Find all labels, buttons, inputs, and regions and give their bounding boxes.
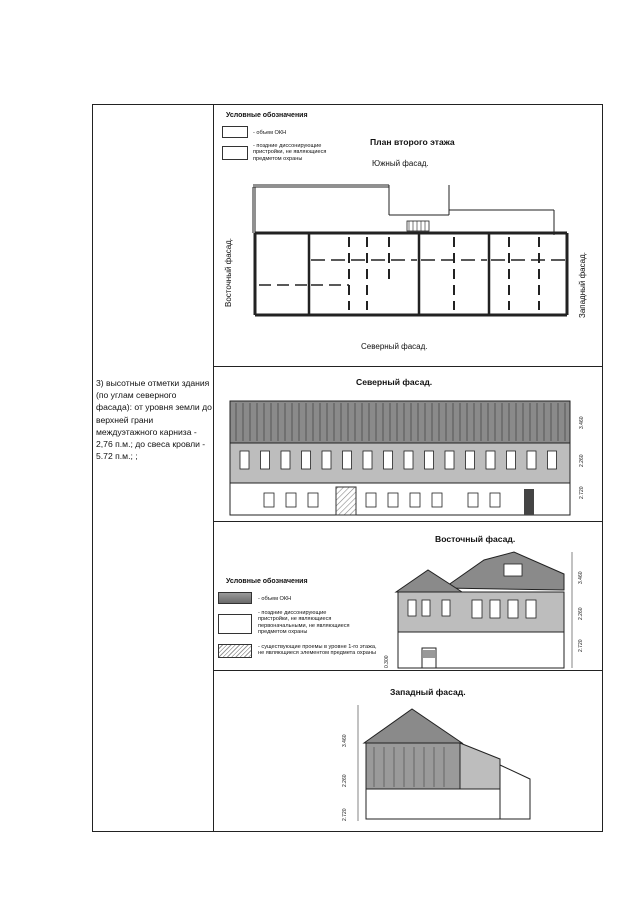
legend-item: - поздние диссонирующие пристройки, не являющиеся первоначальными, не являющиеся предметом охраны (258, 610, 350, 636)
legend-item: - поздние диссонирующие пристройки, не являющиеся предметом охраны (253, 143, 327, 162)
north-facade-title: Северный фасад. (356, 377, 433, 387)
legend-swatch-okn (218, 592, 252, 604)
north-facade-drawing (224, 397, 584, 521)
legend-item: - объем ОКН (258, 596, 292, 602)
legend-item: - существующие проемы в уровне 1-го этажа, не являющиеся элементом предмета охраны (258, 644, 377, 657)
north-label: Северный фасад. (361, 342, 428, 351)
dim-label: 3.460 (342, 734, 348, 747)
dim-label: 2.720 (578, 639, 584, 652)
dim-label: 3.460 (579, 416, 585, 429)
legend-title: Условные обозначения (226, 578, 308, 585)
dim-label: 2.720 (579, 486, 585, 499)
legend-swatch-late (218, 614, 252, 634)
west-facade-drawing (344, 703, 564, 827)
dim-label: 3.460 (578, 571, 584, 584)
south-label: Южный фасад. (372, 159, 429, 168)
legend-swatch-late (222, 146, 248, 160)
dim-label: 2.720 (342, 808, 348, 821)
legend-item: - объем ОКН (253, 130, 287, 136)
dim-label: 2.260 (579, 454, 585, 467)
dim-label: 0.300 (384, 655, 390, 668)
east-facade-panel (214, 522, 602, 670)
legend-swatch-okn (222, 126, 248, 138)
plan-panel (214, 105, 602, 366)
east-facade-title: Восточный фасад. (435, 534, 516, 544)
east-label: Восточный фасад. (224, 237, 233, 307)
height-marks-text: 3) высотные отметки здания (по углам северного фасада): от уровня земли до верхней грани междуэтажного карниза - 2,76 п.м.; до свеса кровли - 5.72 п.м.; ; (96, 378, 212, 462)
west-label: Западный фасад. (578, 252, 587, 318)
dim-label: 2.260 (342, 774, 348, 787)
west-facade-title: Западный фасад. (390, 687, 466, 697)
floor-plan-drawing (249, 175, 569, 335)
legend-title: Условные обозначения (226, 112, 308, 119)
document-table (92, 104, 603, 832)
north-facade-panel (214, 367, 602, 521)
dim-label: 2.260 (578, 607, 584, 620)
legend-swatch-openings (218, 644, 252, 658)
west-facade-panel (214, 671, 602, 831)
east-facade-drawing (384, 550, 584, 670)
plan-title: План второго этажа (370, 137, 455, 147)
